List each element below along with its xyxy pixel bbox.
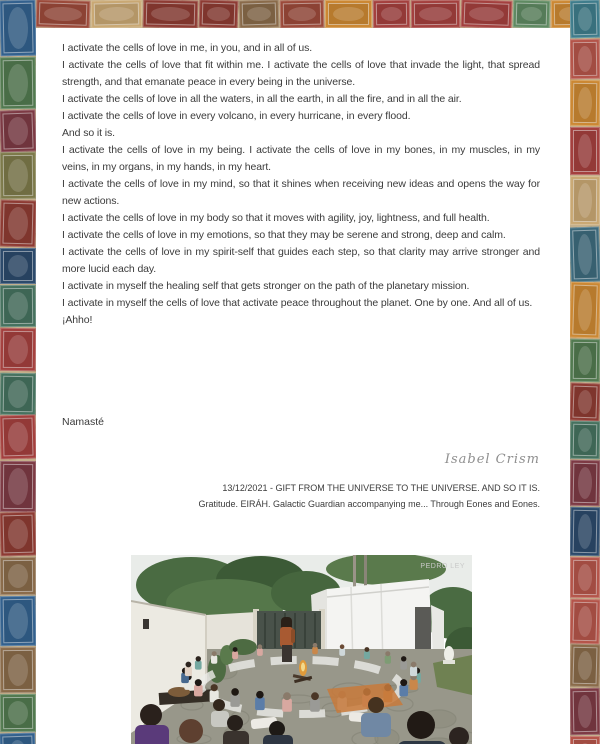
- paragraph: I activate the cells of love in all the waters, in all the earth, in all the fire, and in all the air.: [62, 93, 462, 105]
- person-head: [195, 679, 202, 686]
- postage-stamp: [570, 644, 600, 687]
- postage-stamp: [0, 285, 36, 327]
- postage-stamp: [0, 694, 36, 732]
- seated-person: [185, 667, 192, 677]
- postage-stamp: [570, 557, 600, 598]
- postage-stamp: [0, 152, 36, 199]
- seated-person: [385, 655, 391, 663]
- paragraph: I activate in myself the cells of love that activate peace throughout the planet. One by one. And all of us.: [62, 297, 533, 309]
- postage-stamp: [373, 0, 410, 28]
- gratitude-line: Gratitude. EIRÁH. Galactic Guardian accompanying me... Through Eones and Eones.: [198, 499, 540, 509]
- postage-stamp: [570, 688, 600, 736]
- document-panel: [36, 28, 570, 744]
- seated-person: [282, 699, 292, 712]
- person-head: [401, 656, 406, 661]
- paragraph: I activate the cells of love in my spirit-self that guides each step, so that clarity may arrive stronger and more lucid each day.: [62, 246, 540, 275]
- postage-stamp: [570, 382, 600, 421]
- person-head: [186, 662, 192, 668]
- paragraph: I activate the cells of love in every volcano, in every hurricane, in every flood.: [62, 110, 411, 122]
- postage-stamp: [570, 339, 600, 382]
- stamp-portrait: [8, 564, 28, 588]
- paragraph: ¡Ahho!: [62, 314, 93, 326]
- stamp-portrait: [520, 7, 541, 22]
- stamp-portrait: [8, 379, 28, 407]
- seated-person: [257, 648, 263, 656]
- person-head: [411, 662, 417, 668]
- seated-person: [410, 679, 418, 690]
- paragraph: I activate the cells of love in my being. I activate the cells of love in my bones, in my muscles, in my veins, in my organs, in my hands, in my heart.: [62, 144, 540, 173]
- postage-stamp: [0, 460, 36, 511]
- person-head: [212, 651, 217, 656]
- seated-person: [339, 648, 345, 656]
- postage-stamp: [411, 0, 460, 28]
- signature: Isabel Crism: [444, 452, 540, 467]
- paragraph: I activate the cells of love in me, in you, and in all of us.: [62, 42, 313, 54]
- stamp-portrait: [8, 701, 28, 725]
- person-head: [231, 688, 239, 696]
- seated-person: [310, 699, 320, 712]
- paragraph: I activate the cells of love in my body so that it moves with agility, joy, lightness, and full health.: [62, 212, 490, 224]
- person-head: [311, 692, 319, 700]
- postage-stamp: [0, 328, 36, 372]
- postage-stamp: [0, 732, 36, 744]
- seated-person: [399, 685, 408, 697]
- person-head: [258, 644, 263, 649]
- person-head: [233, 647, 238, 652]
- postage-stamp: [0, 512, 36, 557]
- seated-person: [255, 697, 265, 710]
- person-head: [196, 656, 201, 661]
- seated-person: [230, 694, 239, 707]
- postage-stamp: [0, 647, 36, 693]
- postage-stamp: [570, 598, 600, 643]
- postage-stamp: [570, 80, 600, 127]
- person-head: [256, 691, 264, 699]
- person-head: [313, 643, 318, 648]
- postage-stamp: [512, 0, 550, 28]
- postage-stamp: [570, 0, 600, 38]
- seated-person: [232, 651, 238, 659]
- stamp-border-top: [36, 0, 570, 28]
- postage-stamp: [0, 248, 36, 284]
- postage-stamp: [36, 0, 91, 28]
- stamp-portrait: [578, 564, 592, 591]
- paragraph: I activate the cells of love in my emotions, so that they may be serene and strong, deep and calm.: [62, 229, 506, 241]
- postage-stamp: [239, 0, 280, 28]
- wall-lamp: [143, 619, 149, 629]
- person-head: [211, 684, 218, 691]
- stamp-portrait: [8, 64, 29, 102]
- paragraph: I activate in myself the healing self that gets stronger on the path of the planetary mission.: [62, 280, 470, 292]
- photo-watermark: PEDRO LEY: [420, 563, 465, 570]
- seated-person: [211, 655, 217, 663]
- postage-stamp: [550, 0, 570, 28]
- stamp-border-left: [0, 0, 36, 744]
- postage-stamp: [570, 507, 600, 556]
- stamp-portrait: [578, 7, 593, 31]
- postage-stamp: [325, 0, 372, 28]
- postage-stamp: [570, 421, 600, 460]
- paragraph: And so it is.: [62, 127, 115, 139]
- postage-stamp: [0, 200, 36, 248]
- group-circle-photo: [131, 555, 472, 744]
- postage-stamp: [280, 0, 324, 28]
- stamp-portrait: [333, 7, 364, 21]
- seated-person: [410, 667, 417, 677]
- person-head: [385, 651, 390, 656]
- postage-stamp: [0, 372, 36, 414]
- postage-stamp: [0, 596, 36, 647]
- seated-person: [400, 661, 407, 670]
- stamp-border-right: [570, 0, 600, 744]
- stamp-portrait: [8, 468, 28, 505]
- postage-stamp: [570, 460, 600, 506]
- stamp-portrait: [419, 7, 452, 21]
- document-body: [36, 28, 570, 329]
- seated-person: [195, 661, 202, 670]
- postage-stamp: [570, 736, 600, 744]
- postage-stamp: [0, 109, 36, 152]
- postage-stamp: [570, 226, 600, 281]
- postage-stamp: [460, 0, 512, 28]
- person-head: [340, 644, 345, 649]
- seated-person: [364, 651, 370, 659]
- postage-stamp: [570, 176, 600, 226]
- paragraph: I activate the cells of love that fit within me. I activate the cells of love that invade the light, that spread strength, and that emanate peace in every being in the universe.: [62, 59, 540, 88]
- postage-stamp: [0, 415, 36, 460]
- stamp-portrait: [578, 46, 592, 72]
- closing-word: Namasté: [62, 416, 105, 428]
- person-head: [400, 679, 407, 686]
- postage-stamp: [0, 557, 36, 595]
- postage-stamp: [570, 282, 600, 339]
- postage-stamp: [0, 56, 36, 109]
- postage-stamp: [199, 0, 239, 28]
- date-line: 13/12/2021 - GIFT FROM THE UNIVERSE TO THE UNIVERSE. AND SO IT IS.: [222, 483, 540, 493]
- paragraph: I activate the cells of love in my mind, so that it shines when receiving new ideas and opens the way for new actions.: [62, 178, 540, 207]
- stamp-portrait: [8, 117, 29, 145]
- seated-person: [312, 647, 318, 655]
- postage-stamp: [143, 0, 198, 28]
- postage-stamp: [570, 127, 600, 175]
- postage-stamp: [0, 0, 36, 56]
- person-head: [365, 647, 370, 652]
- postage-stamp: [570, 38, 600, 79]
- person-head: [283, 692, 291, 700]
- seated-person: [194, 685, 203, 697]
- postage-stamp: [91, 0, 143, 28]
